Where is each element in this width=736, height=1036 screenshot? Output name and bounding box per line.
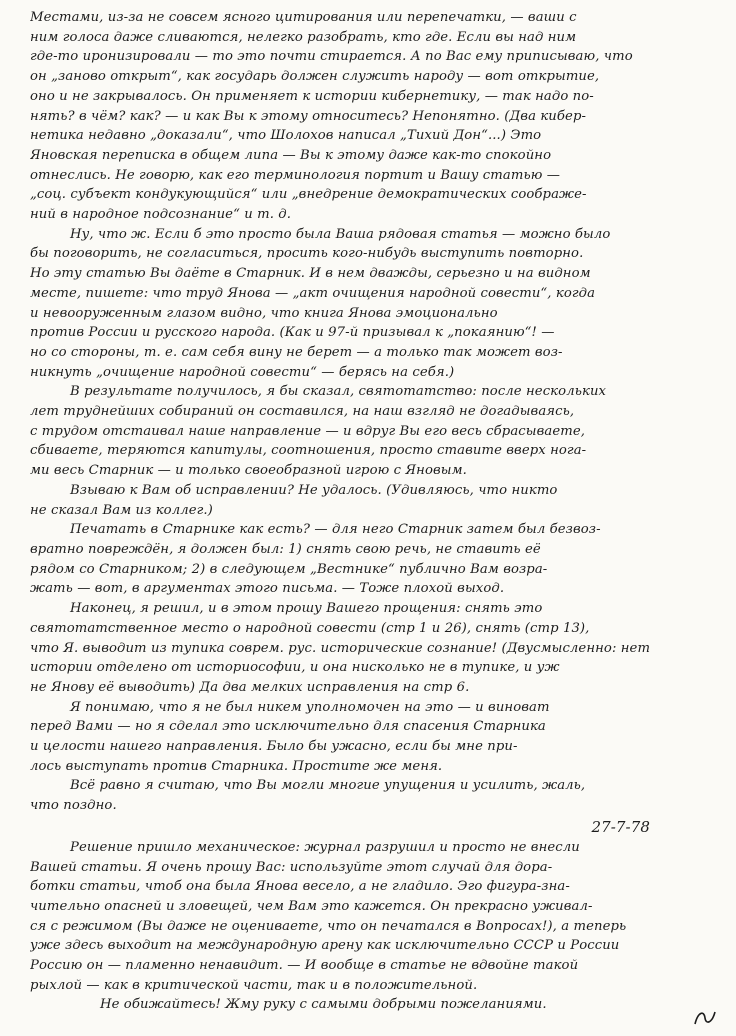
letter-line: ний в народное подсознание“ и т. д. [30,207,292,223]
closing-line: чительно опасней и зловещей, чем Вам это кажется. Он прекрасно уживал- [30,898,593,914]
letter-line: месте, пишете: что труд Янова — „акт очищения народной совести“, когда [30,285,596,301]
letter-line: сбиваете, теряются капитулы, соотношения, просто ставите вверх нога- [30,443,587,459]
letter-line: Всё равно я считаю, что Вы могли многие упущения и усилить, жаль, [70,778,586,794]
letter-line: Печатать в Старнике как есть? — для него Старник затем был безвоз- [70,522,601,538]
letter-line: не сказал Вам из коллег.) [30,502,213,518]
letter-line: Яновская переписка в общем липа — Вы к этому даже как-то спокойно [30,147,552,163]
letter-line: Ну, что ж. Если б это просто была Ваша рядовая статья — можно было [70,226,611,242]
closing-line: рыхлой — как в критической части, так и в положительной. [30,977,478,993]
letter-line: рядом со Старником; 2) в следующем „Вестнике“ публично Вам возра- [30,561,548,577]
letter-line: лет труднейших собираний он составился, на наш взгляд не догадываясь, [30,404,575,420]
signature-mark [692,1008,718,1028]
letter-line: но со стороны, т. е. сам себя вину не берет — а только так может воз- [30,344,563,360]
closing-line: ся с режимом (Вы даже не оцениваете, что он печатался в Вопросах!), а теперь [30,918,627,934]
letter-line: что Я. выводит из тупика соврем. рус. исторические сознание! (Двусмысленно: нет [30,640,651,656]
letter-line: Но эту статью Вы даёте в Старник. И в нем дважды, серьезно и на видном [30,266,591,282]
closing-line: Вашей статьи. Я очень прошу Вас: используйте этот случай для дора- [30,859,553,875]
closing-line: Не обижайтесь! Жму руку с самыми добрыми пожеланиями. [100,997,547,1013]
letter-line: что поздно. [30,798,117,814]
letter-line: перед Вами — но я сделал это исключительно для спасения Старника [30,719,546,735]
letter-line: святотатственное место о народной совести (стр 1 и 26), снять (стр 13), [30,620,590,636]
letter-line: жать — вот, в аргументах этого письма. — Тоже плохой выход. [30,581,505,597]
letter-line: где-то иронизировали — то это почти стирается. А по Вас ему приписываю, что [30,49,633,65]
letter-body [30,8,720,1015]
letter-date: 27-7-78 [591,817,650,836]
letter-line: не Янову её выводить) Да два мелких исправления на стр 6. [30,679,470,695]
letter-line: Взываю к Вам об исправлении? Не удалось. (Удивляюсь, что никто [70,482,558,498]
letter-line: В результате получилось, я бы сказал, святотатство: после нескольких [70,384,607,400]
letter-line: и невооруженным глазом видно, что книга Янова эмоционально [30,305,498,321]
closing-line: Россию он — пламенно ненавидит. — И вообще в статье не вдвойне такой [30,958,579,974]
letter-line: нять? в чём? как? — и как Вы к этому относитесь? Непонятно. (Два кибер- [30,108,587,124]
letter-line: ним голоса даже сливаются, нелегко разобрать, кто где. Если вы над ним [30,29,577,45]
closing-line: уже здесь выходит на международную арену как исключительно СССР и России [30,938,620,954]
letter-line: Наконец, я решил, и в этом прошу Вашего прощения: снять это [70,601,543,617]
letter-line: ми весь Старник — и только своеобразной игрою с Яновым. [30,463,467,479]
letter-line: отнеслись. Не говорю, как его терминология портит и Вашу статью — [30,167,561,183]
letter-line: истории отделено от историософии, и она нисколько не в тупике, и уж [30,660,560,676]
letter-line: Я понимаю, что я не был никем уполномочен на это — и виноват [70,699,550,715]
letter-line: лось выступать против Старника. Простите же меня. [30,758,443,774]
letter-line: с трудом отстаивал наше направление — и вдруг Вы его весь сбрасываете, [30,423,586,439]
letter-line: нетика недавно „доказали“, что Шолохов написал „Тихий Дон“...) Это [30,128,542,144]
letter-line: Местами, из-за не совсем ясного цитирования или перепечатки, — ваши с [30,10,577,25]
closing-line: Решение пришло механическое: журнал разрушил и просто не внесли [70,839,580,855]
letter-line: против России и русского народа. (Как и 97-й призывал к „покаянию“! — [30,325,555,341]
closing-line: ботки статьи, чтоб она была Янова весело, а не гладило. Эго фигура-зна- [30,879,570,895]
letter-line: вратно повреждён, я должен был: 1) снять свою речь, не ставить её [30,541,541,557]
letter-line: он „заново открыт“, как государь должен служить народу — вот открытие, [30,69,600,85]
letter-line: бы поговорить, не согласиться, просить кого-нибудь выступить повторно. [30,246,584,262]
letter-line: оно и не закрывалось. Он применяет к истории кибернетику, — так надо по- [30,88,594,104]
letter-line: „соц. субъект кондукующийся“ или „внедрение демократических соображе- [30,187,587,203]
letter-line: никнуть „очищение народной совести“ — берясь на себя.) [30,364,455,380]
letter-line: и целости нашего направления. Было бы ужасно, если бы мне при- [30,739,518,755]
